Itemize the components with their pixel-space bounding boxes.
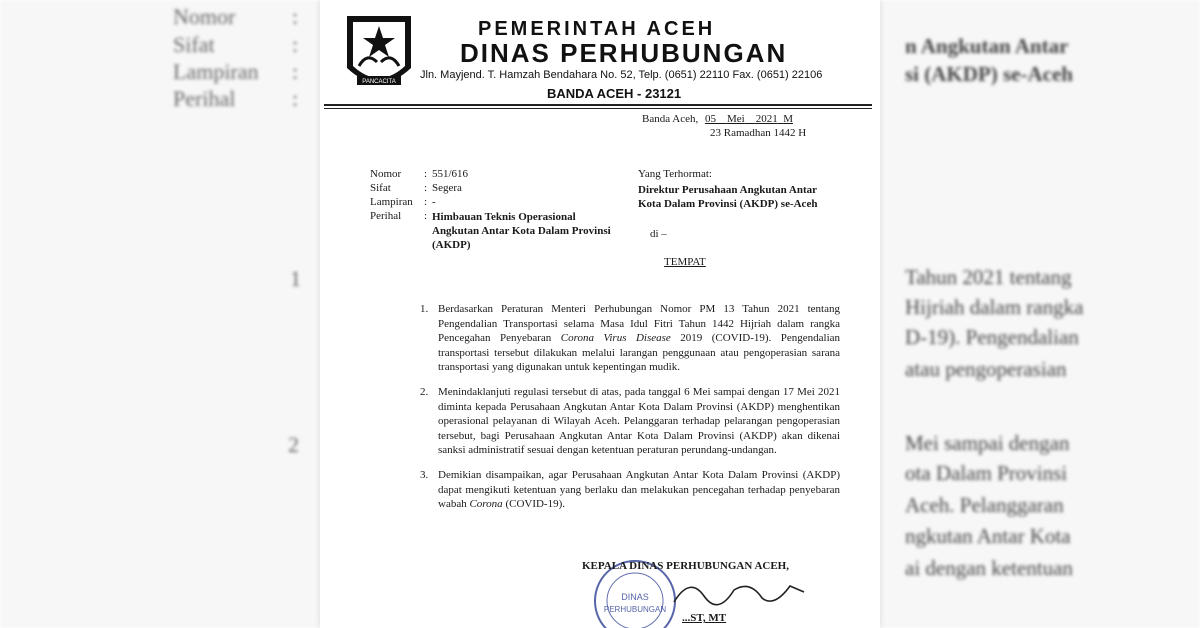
letterhead-address: Jln. Mayjend. T. Hamzah Bendahara No. 52, Telp. (0651) 22110 Fax. (0651) 22106 — [420, 69, 823, 81]
hijri-date: 23 Ramadhan 1442 H — [710, 127, 807, 139]
letter-document — [320, 0, 880, 628]
item-text: Demikian disampaikan, agar Perusahaan Angkutan Antar Kota Dalam Provinsi (AKDP) dapat mengikuti ketentuan yang berlaku dan melakukan pencegahan terhadap penyebaran wabah — [438, 468, 840, 511]
bg-colon: : — [292, 4, 299, 29]
bg-fragment: ai dengan ketentuan — [905, 556, 1073, 580]
bg-fragment: D-19). Pengendalian — [905, 325, 1079, 349]
item-number: 2. — [420, 385, 429, 398]
nomor-label: Nomor — [370, 168, 402, 180]
item-text: 2019 (COVID-19). Pengendalian transportasi tersebut dilakukan melalui larangan penggunaan atau pengoperasian sarana transportasi yang digunakan untuk kepentingan mudik. — [438, 332, 841, 374]
bg-colon: : — [292, 59, 299, 84]
letterhead-rule-thin — [324, 108, 872, 109]
letterhead-government: PEMERINTAH ACEH — [478, 18, 716, 40]
bg-colon: : — [292, 32, 299, 57]
lampiran-label: Lampiran — [370, 196, 413, 208]
perihal-colon: : — [424, 210, 428, 222]
date-place: Banda Aceh, — [642, 113, 699, 125]
item-number: 1. — [420, 303, 429, 315]
bg-fragment: ota Dalam Provinsi — [905, 461, 1068, 485]
logo-caption: PANCACITA — [362, 79, 396, 85]
lampiran-value: - — [432, 196, 436, 208]
letterhead-agency: DINAS PERHUBUNGAN — [460, 38, 788, 68]
list-item — [420, 468, 840, 512]
sifat-label: Sifat — [370, 182, 391, 194]
item-text-italic: Corona Virus Disease — [560, 332, 671, 345]
bg-fragment: Aceh. Pelanggaran — [905, 493, 1064, 517]
bg-fragment: n Angkutan Antar — [905, 34, 1069, 58]
date-month: Mei — [726, 113, 745, 125]
bg-number: 1 — [290, 266, 301, 291]
item-text: Menindaklanjuti regulasi tersebut di atas, pada tanggal 6 Mei sampai dengan 17 Mei 2021 diminta kepada Perusahaan Angkutan Antar Kota Dalam Provinsi (AKDP) menghentikan operasional pelayanan di Wilayah Aceh. Pelanggaran terhadap pelarangan pengoperasian tersebut, bagi Perusahaan Angkutan Antar Kota Dalam Provinsi (AKDP) akan dikenai sanksi administratif sesuai dengan ketentuan peraturan perundang-undangan. — [438, 385, 840, 457]
date-era: M — [783, 113, 793, 125]
bg-fragment: Mei sampai dengan — [905, 431, 1070, 455]
bg-fragment: ngkutan Antar Kota — [905, 524, 1071, 548]
item-number: 3. — [420, 468, 429, 481]
perihal-value: Himbauan Teknis Operasional Angkutan Antar Kota Dalam Provinsi (AKDP) — [432, 211, 611, 251]
aceh-emblem-logo — [343, 12, 415, 98]
recipient-salutation: Yang Terhormat: — [638, 168, 712, 180]
bg-label: Perihal — [173, 86, 236, 111]
letterhead-rule — [324, 104, 872, 106]
nomor-colon: : — [424, 168, 428, 180]
lampiran-colon: : — [424, 196, 428, 208]
letter-body — [420, 302, 840, 522]
list-item — [420, 302, 840, 375]
sifat-value: Segera — [432, 182, 462, 194]
bg-fragment: atau pengoperasian — [905, 357, 1067, 381]
svg-text:PERHUBUNGAN: PERHUBUNGAN — [603, 605, 667, 614]
nomor-value: 551/616 — [432, 168, 469, 180]
date-year: 2021 — [755, 113, 778, 125]
recipient-tempat: TEMPAT — [664, 256, 706, 268]
list-item — [420, 385, 840, 458]
bg-fragment: si (AKDP) se-Aceh — [905, 62, 1073, 86]
bg-fragment: Hijriah dalam rangka — [905, 295, 1084, 319]
bg-number: 2 — [288, 432, 299, 457]
perihal-label: Perihal — [370, 210, 402, 222]
item-text: (COVID-19). — [502, 498, 566, 511]
recipient-line1: Direktur Perusahaan Angkutan Antar — [638, 184, 817, 196]
bg-colon: : — [292, 86, 299, 111]
svg-text:DINAS: DINAS — [621, 592, 649, 602]
letter-date — [642, 112, 793, 126]
item-text: Berdasarkan Peraturan Menteri Perhubungan Nomor PM 13 Tahun 2021 tentang Pengendalian Transportasi selama Masa Idul Fitri Tahun 1442 Hijriah dalam rangka Pencegahan Penyebaran — [438, 303, 840, 345]
recipient-di: di – — [650, 228, 667, 240]
handwritten-signature — [670, 572, 810, 612]
recipient-line2: Kota Dalam Provinsi (AKDP) se-Aceh — [638, 198, 818, 210]
date-day: 05 — [704, 113, 716, 125]
bg-label: Nomor — [173, 4, 236, 29]
letterhead-city: BANDA ACEH - 23121 — [547, 86, 682, 101]
signatory-name: ...ST, MT — [682, 612, 727, 624]
signature-title: KEPALA DINAS PERHUBUNGAN ACEH, — [582, 560, 789, 572]
sifat-colon: : — [424, 182, 428, 194]
bg-label: Lampiran — [173, 59, 259, 84]
item-text-italic: Corona — [469, 498, 503, 511]
bg-label: Sifat — [173, 32, 215, 57]
bg-fragment: Tahun 2021 tentang — [905, 265, 1072, 289]
